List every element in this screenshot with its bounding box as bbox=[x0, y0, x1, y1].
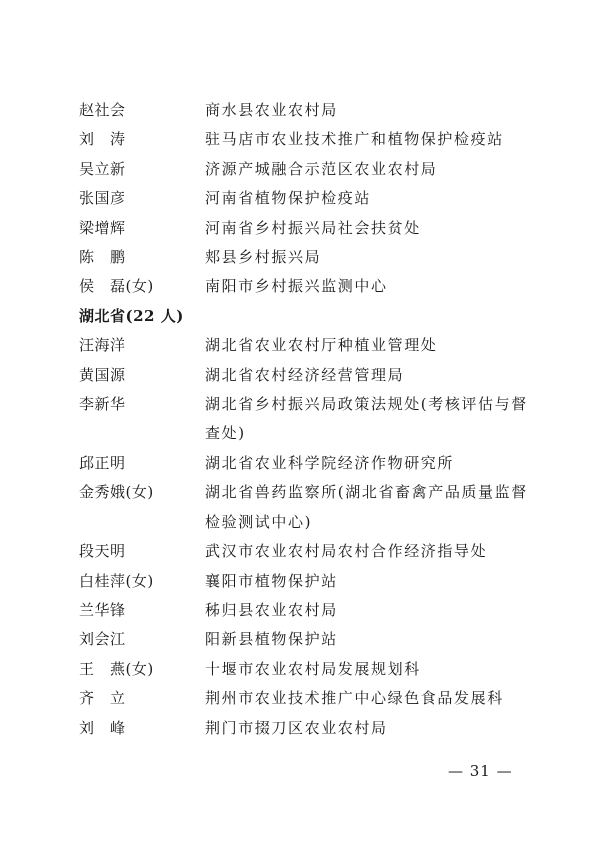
list-item bbox=[79, 155, 539, 184]
person-name: 齐 立 bbox=[79, 689, 126, 708]
work-unit: 十堰市农业农村局发展规划科 bbox=[205, 659, 421, 678]
person-name: 段天明 bbox=[79, 542, 126, 561]
list-item bbox=[79, 125, 539, 154]
work-unit: 湖北省兽药监察所(湖北省畜禽产品质量监督检验测试中心) bbox=[205, 483, 528, 531]
work-unit: 驻马店市农业技术推广和植物保护检疫站 bbox=[205, 130, 504, 149]
work-unit: 武汉市农业农村局农村合作经济指导处 bbox=[205, 542, 488, 561]
person-name: 刘 峰 bbox=[79, 718, 126, 737]
work-unit: 湖北省农业农村厅种植业管理处 bbox=[205, 336, 438, 355]
section-heading: 湖北省(22 人) bbox=[79, 306, 184, 325]
person-name: 邱正明 bbox=[79, 453, 126, 472]
list-item bbox=[79, 361, 539, 390]
work-unit: 商水县农业农村局 bbox=[205, 101, 338, 119]
work-unit: 荆门市掇刀区农业农村局 bbox=[205, 718, 388, 737]
person-name: 白桂萍(女) bbox=[79, 571, 154, 590]
work-unit: 湖北省乡村振兴局政策法规处(考核评估与督查处) bbox=[205, 395, 528, 443]
work-unit: 河南省植物保护检疫站 bbox=[205, 189, 372, 208]
person-name: 张国彦 bbox=[79, 189, 126, 208]
work-unit: 湖北省农村经济经营管理局 bbox=[205, 365, 405, 384]
list-item bbox=[79, 390, 539, 449]
work-unit: 襄阳市植物保护站 bbox=[205, 571, 338, 590]
person-name: 王 燕(女) bbox=[79, 659, 154, 678]
work-unit: 南阳市乡村振兴监测中心 bbox=[205, 277, 388, 296]
list-item bbox=[79, 184, 539, 213]
name-list bbox=[79, 96, 539, 743]
work-unit: 济源产城融合示范区农业农村局 bbox=[205, 159, 438, 178]
person-name: 汪海洋 bbox=[79, 336, 126, 355]
person-name: 黄国源 bbox=[79, 365, 126, 384]
list-item bbox=[79, 596, 539, 625]
list-item bbox=[79, 537, 539, 566]
person-name: 兰华锋 bbox=[79, 600, 126, 619]
list-item bbox=[79, 214, 539, 243]
person-name: 陈 鹏 bbox=[79, 248, 126, 267]
work-unit: 郏县乡村振兴局 bbox=[205, 248, 322, 267]
person-name: 金秀娥(女) bbox=[79, 483, 154, 502]
person-name: 赵社会 bbox=[79, 101, 126, 119]
list-item bbox=[79, 684, 539, 713]
person-name: 李新华 bbox=[79, 395, 126, 414]
person-name: 刘会江 bbox=[79, 630, 126, 649]
person-name: 吴立新 bbox=[79, 159, 126, 178]
work-unit: 河南省乡村振兴局社会扶贫处 bbox=[205, 218, 421, 237]
list-item bbox=[79, 243, 539, 272]
list-item bbox=[79, 714, 539, 743]
person-name: 侯 磊(女) bbox=[79, 277, 154, 296]
list-item bbox=[79, 96, 539, 125]
person-name: 刘 涛 bbox=[79, 130, 126, 149]
list-item bbox=[79, 331, 539, 360]
work-unit: 荆州市农业技术推广中心绿色食品发展科 bbox=[205, 689, 504, 708]
list-item bbox=[79, 655, 539, 684]
list-item bbox=[79, 567, 539, 596]
work-unit: 秭归县农业农村局 bbox=[205, 600, 338, 619]
list-item bbox=[79, 625, 539, 654]
list-item bbox=[79, 272, 539, 301]
list-item bbox=[79, 449, 539, 478]
list-item bbox=[79, 478, 539, 537]
person-name: 梁增辉 bbox=[79, 218, 126, 237]
work-unit: 阳新县植物保护站 bbox=[205, 630, 338, 649]
work-unit: 湖北省农业科学院经济作物研究所 bbox=[205, 453, 455, 472]
page-number: — 31 — bbox=[448, 762, 513, 780]
